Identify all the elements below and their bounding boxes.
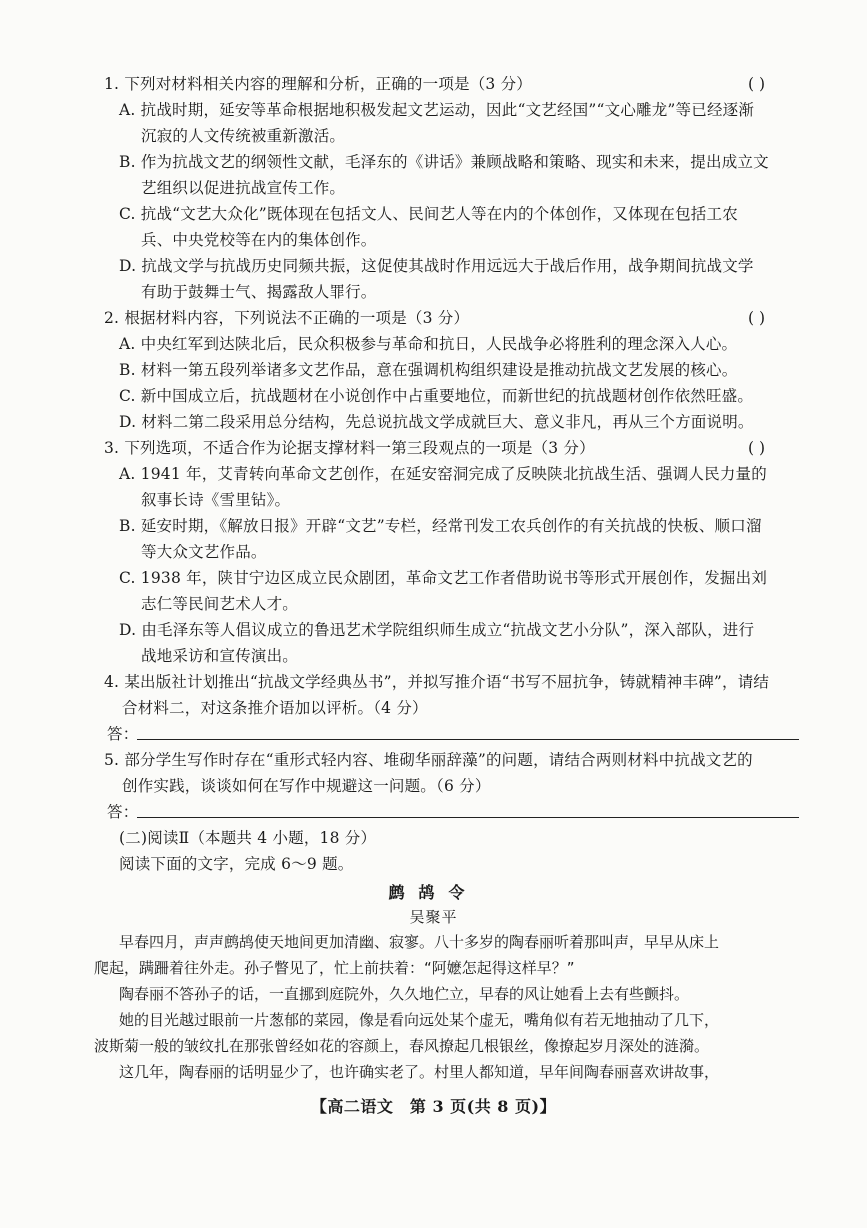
story-line: 她的目光越过眼前一片葱郁的菜园，像是看向远处某个虚无，嘴角似有若无地抽动了几下，: [119, 1011, 720, 1029]
question-2-option-b: B. 材料一第五段列举诸多文艺作品，意在强调机构组织建设是推动抗战文艺发展的核心。: [119, 361, 738, 379]
question-1-stem: 1. 下列对材料相关内容的理解和分析，正确的一项是（3 分）: [104, 75, 533, 93]
question-1-option-b-cont: 艺组织以促进抗战宣传工作。: [141, 179, 346, 197]
question-2-stem: 2. 根据材料内容，下列说法不正确的一项是（3 分）: [104, 309, 470, 327]
question-3-option-b: B. 延安时期，《解放日报》开辟“文艺”专栏，经常刊发工农兵创作的有关抗战的快板、顺口溜: [119, 517, 762, 535]
question-3-answer-paren: ( ): [748, 439, 766, 457]
story-line: 这几年，陶春丽的话明显少了，也许确实老了。村里人都知道，早年间陶春丽喜欢讲故事，: [119, 1063, 720, 1081]
question-3-option-b-cont: 等大众文艺作品。: [141, 543, 267, 561]
story-line: 早春四月，声声鹧鸪使天地间更加清幽、寂寥。八十多岁的陶春丽听着那叫声，早早从床上: [119, 933, 720, 951]
question-4-answer-line[interactable]: [137, 739, 799, 740]
question-5-answer-line[interactable]: [137, 817, 799, 818]
question-3-stem: 3. 下列选项，不适合作为论据支撑材料一第三段观点的一项是（3 分）: [104, 439, 595, 457]
question-3-option-d-cont: 战地采访和宣传演出。: [141, 647, 299, 665]
question-1-option-a: A. 抗战时期，延安等革命根据地积极发起文艺运动，因此“文艺经国”“文心雕龙”等已经逐渐: [119, 101, 755, 119]
section-heading: (二)阅读Ⅱ（本题共 4 小题，18 分）: [119, 829, 377, 847]
question-2-option-a: A. 中央红军到达陕北后，民众积极参与革命和抗日，人民战争必将胜利的理念深入人心。: [119, 335, 738, 353]
question-1-option-d-cont: 有助于鼓舞士气、揭露敌人罪行。: [141, 283, 377, 301]
question-4-stem: 4. 某出版社计划推出“抗战文学经典丛书”，并拟写推介语“书写不屈抗争，铸就精神丰碑”，请结: [104, 673, 770, 691]
question-1-option-c: C. 抗战“文艺大众化”既体现在包括文人、民间艺人等在内的个体创作，又体现在包括工农: [119, 205, 738, 223]
section-instruction: 阅读下面的文字，完成 6～9 题。: [119, 855, 354, 873]
page-footer: 【高二语文 第 3 页(共 8 页)】: [310, 1097, 557, 1116]
story-line: 波斯菊一般的皱纹扎在那张曾经如花的容颜上，春风撩起几根银丝，像撩起岁月深处的涟漪。: [94, 1037, 710, 1055]
question-5-answer-label: 答：: [107, 803, 139, 821]
question-3-option-c: C. 1938 年，陕甘宁边区成立民众剧团，革命文艺工作者借助说书等形式开展创作，发掘出刘: [119, 569, 768, 587]
story-author: 吴聚平: [409, 908, 458, 926]
question-3-option-c-cont: 志仁等民间艺术人才。: [141, 595, 299, 613]
question-3-option-d: D. 由毛泽东等人倡议成立的鲁迅艺术学院组织师生成立“抗战文艺小分队”，深入部队，进行: [119, 621, 755, 639]
question-1-option-d: D. 抗战文学与抗战历史同频共振，这促使其战时作用远远大于战后作用，战争期间抗战文学: [119, 257, 754, 275]
question-4-answer-label: 答：: [107, 725, 139, 743]
story-line: 爬起，蹒跚着往外走。孙子瞥见了，忙上前扶着：“阿嬷怎起得这样早？”: [94, 959, 575, 977]
question-1-answer-paren: ( ): [748, 75, 766, 93]
question-2-option-d: D. 材料二第二段采用总分结构，先总说抗战文学成就巨大、意义非凡，再从三个方面说明。: [119, 413, 754, 431]
question-5-stem: 5. 部分学生写作时存在“重形式轻内容、堆砌华丽辞藻”的问题，请结合两则材料中抗战文艺的: [104, 751, 753, 769]
question-5-stem-cont: 创作实践，谈谈如何在写作中规避这一问题。（6 分）: [122, 777, 491, 795]
question-4-stem-cont: 合材料二，对这条推介语加以评析。（4 分）: [122, 699, 428, 717]
story-line: 陶春丽不答孙子的话，一直挪到庭院外，久久地伫立，早春的风让她看上去有些颤抖。: [119, 985, 690, 1003]
question-1-option-a-cont: 沉寂的人文传统被重新激活。: [141, 127, 346, 145]
question-3-option-a: A. 1941 年，艾青转向革命文艺创作，在延安窑洞完成了反映陕北抗战生活、强调人民力量的: [119, 465, 767, 483]
question-1-option-c-cont: 兵、中央党校等在内的集体创作。: [141, 231, 377, 249]
question-2-option-c: C. 新中国成立后，抗战题材在小说创作中占重要地位，而新世纪的抗战题材创作依然旺盛。: [119, 387, 754, 405]
question-2-answer-paren: ( ): [748, 309, 766, 327]
question-1-option-b: B. 作为抗战文艺的纲领性文献，毛泽东的《讲话》兼顾战略和策略、现实和未来，提出成立文: [119, 153, 769, 171]
question-3-option-a-cont: 叙事长诗《雪里钻》。: [141, 491, 291, 509]
story-title: 鹧鸪令: [388, 883, 479, 902]
